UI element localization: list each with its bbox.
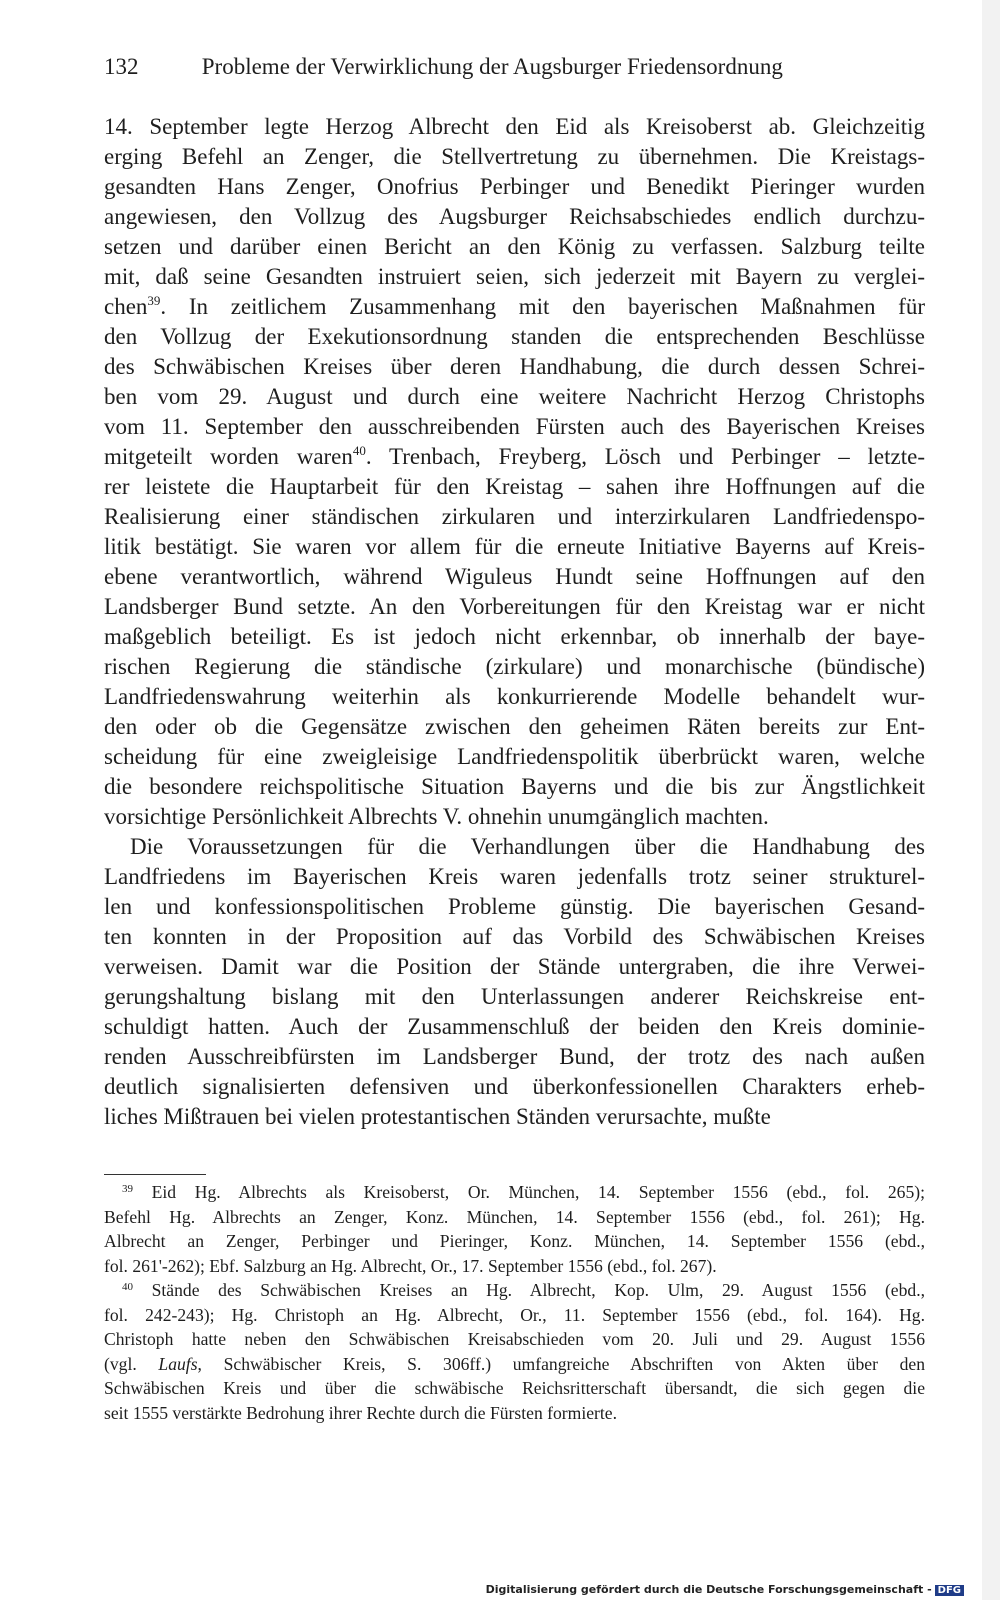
text-line: Landsberger Bund setzte. An den Vorbereitungen für den Kreistag war er nicht [104,594,925,619]
line-text: (vgl. [104,1353,159,1374]
text-line [104,292,925,322]
text-line: schuldigt hatten. Auch der Zusammenschluß der beiden den Kreis dominie- [104,1014,925,1039]
text-line: Landfriedenswahrung weiterhin als konkurrierende Modelle behandelt wur- [104,684,925,709]
text-line: die besondere reichspolitische Situation Bayerns und die bis zur Ängstlichkeit [104,774,925,799]
line-text: Stände des Schwäbischen Kreises an Hg. Albrecht, Kop. Ulm, 29. August 1556 (ebd., [133,1280,925,1300]
text-line: rischen Regierung die ständische (zirkulare) und monarchische (bündische) [104,654,925,679]
line-text: , Schwäbischer Kreis, S. 306ff.) umfangreiche Abschriften von Akten über den [197,1353,925,1374]
text-line: vom 11. September den ausschreibenden Fürsten auch des Bayerischen Kreises [104,414,925,439]
footnote-marker: 39 [147,293,161,308]
text-line: gerungshaltung bislang mit den Unterlassungen anderer Reichskreise ent- [104,984,925,1009]
text-line: Albrecht an Zenger, Perbinger und Pieringer, Konz. München, 14. September 1556 (ebd., [104,1231,925,1251]
scan-edge [982,0,1000,1600]
text-line: len und konfessionspolitischen Probleme günstig. Die bayerischen Gesand- [104,894,925,919]
footnote-marker: 39 [122,1183,133,1195]
line-text: mitgeteilt worden waren [104,444,353,469]
body-text [104,112,925,1132]
text-line: deutlich signalisierten defensiven und überkonfessionellen Charakters erheb- [104,1074,925,1099]
text-line: Schwäbischen Kreis und über die schwäbische Reichsritterschaft übersandt, die sich gegen die [104,1378,925,1398]
text-line: den Vollzug der Exekutionsordnung standen die entsprechenden Beschlüsse [104,324,925,349]
footnote-separator [104,1174,206,1175]
line-text: chen [104,294,148,319]
digitization-credit [486,1583,964,1596]
text-line: ebene verantwortlich, während Wiguleus Hundt seine Hoffnungen auf den [104,564,925,589]
text-line [104,1180,925,1205]
text-line: ten konnten in der Proposition auf das Vorbild des Schwäbischen Kreises [104,924,925,949]
text-line [104,1278,925,1303]
text-line: Realisierung einer ständischen zirkularen und interzirkularen Landfriedenspo- [104,504,925,529]
text-line: des Schwäbischen Kreises über deren Handhabung, die durch dessen Schrei- [104,354,925,379]
text-line: angewiesen, den Vollzug des Augsburger Reichsabschiedes endlich durchzu- [104,204,925,229]
text-line: gesandten Hans Zenger, Onofrius Perbinger und Benedikt Pieringer wurden [104,174,925,199]
text-line [104,442,925,472]
text-line: Landfriedens im Bayerischen Kreis waren jedenfalls trotz seiner strukturel- [104,864,925,889]
text-line: ben vom 29. August und durch eine weitere Nachricht Herzog Christophs [104,384,925,409]
text-line: litik bestätigt. Sie waren vor allem für die erneute Initiative Bayerns auf Kreis- [104,534,925,559]
text-line: Christoph hatte neben den Schwäbischen Kreisabschieden vom 20. Juli und 29. August 1556 [104,1329,925,1349]
running-title: Probleme der Verwirklichung der Augsburger Friedensordnung [201,54,783,79]
paragraph [104,832,925,1132]
text-line: den oder ob die Gegensätze zwischen den geheimen Räten bereits zur Ent- [104,714,925,739]
text-line: maßgeblich beteiligt. Es ist jedoch nicht erkennbar, ob innerhalb der baye- [104,624,925,649]
text-line [104,1352,925,1377]
dfg-logo: DFG [935,1585,964,1596]
page-number: 132 [104,54,139,79]
text-line: 14. September legte Herzog Albrecht den Eid als Kreisoberst ab. Gleichzeitig [104,114,925,139]
text-line: scheidung für eine zweigleisige Landfriedenspolitik überbrückt waren, welche [104,744,925,769]
text-line: liches Mißtrauen bei vielen protestantischen Ständen verursachte, mußte [104,1104,771,1129]
text-line: Befehl Hg. Albrechts an Zenger, Konz. München, 14. September 1556 (ebd., fol. 261); Hg. [104,1206,925,1227]
text-line: Die Voraussetzungen für die Verhandlungen über die Handhabung des [130,834,925,859]
page-header [104,52,829,82]
footnote-marker: 40 [352,443,366,458]
text-line: setzen und darüber einen Bericht an den König zu verfassen. Salzburg teilte [104,234,925,259]
line-text: Eid Hg. Albrechts als Kreisoberst, Or. München, 14. September 1556 (ebd., fol. 265); [133,1182,925,1202]
footnote [104,1180,925,1278]
text-line: renden Ausschreibfürsten im Landsberger Bund, der trotz des nach außen [104,1044,925,1069]
text-line: erging Befehl an Zenger, die Stellvertretung zu übernehmen. Die Kreistags- [104,144,925,169]
footnote [104,1278,925,1425]
text-line: fol. 261'-262); Ebf. Salzburg an Hg. Albrecht, Or., 17. September 1556 (ebd., fol. 267). [104,1255,717,1276]
credit-text: Digitalisierung gefördert durch die Deutsche Forschungsgemeinschaft - [485,1583,932,1596]
cited-author: Laufs [158,1353,198,1374]
line-text: . Trenbach, Freyberg, Lösch und Perbinger – letzte- [365,444,925,469]
line-text: . In zeitlichem Zusammenhang mit den bayerischen Maßnahmen für [160,294,925,319]
paragraph [104,112,925,832]
footnotes [104,1180,925,1425]
footnote-marker: 40 [122,1281,133,1293]
text-line: rer leistete die Hauptarbeit für den Kreistag – sahen ihre Hoffnungen auf die [104,474,925,499]
text-line: seit 1555 verstärkte Bedrohung ihrer Rechte durch die Fürsten formierte. [104,1402,617,1423]
text-line: fol. 242-243); Hg. Christoph an Hg. Albrecht, Or., 11. September 1556 (ebd., fol. 164). Hg. [104,1304,925,1325]
text-line: vorsichtige Persönlichkeit Albrechts V. ohnehin unumgänglich machten. [104,804,769,829]
text-line: verweisen. Damit war die Position der Stände untergraben, die ihre Verwei- [104,954,925,979]
text-line: mit, daß seine Gesandten instruiert seien, sich jederzeit mit Bayern zu verglei- [104,264,925,289]
